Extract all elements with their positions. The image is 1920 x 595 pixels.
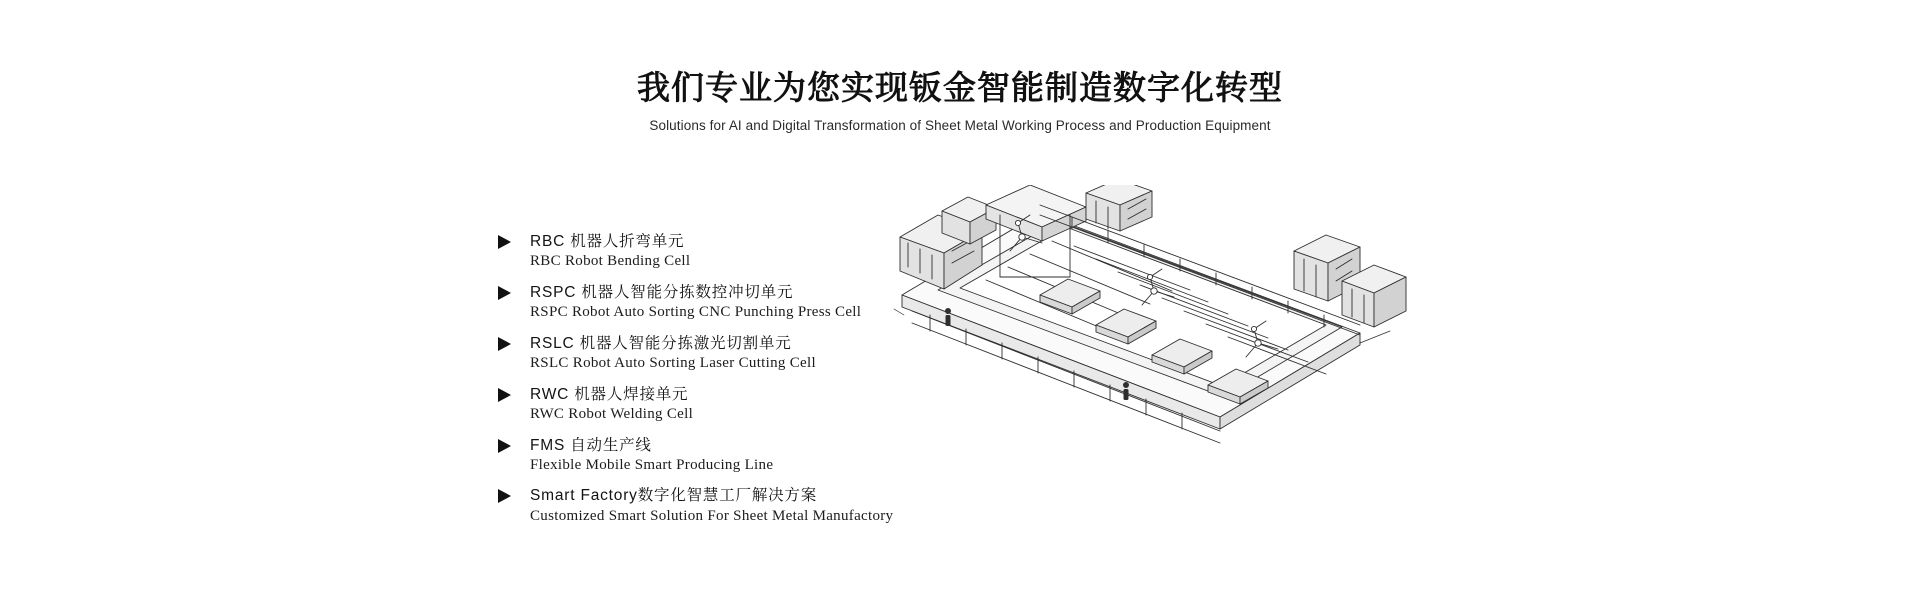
triangle-bullet-icon <box>498 286 511 300</box>
feature-label-en: RSLC Robot Auto Sorting Laser Cutting Cell <box>530 355 816 372</box>
feature-label-cn: FMS 自动生产线 <box>530 436 652 454</box>
triangle-bullet-icon <box>498 388 511 402</box>
page-title: 我们专业为您实现钣金智能制造数字化转型 <box>637 69 1283 106</box>
feature-label-cn: Smart Factory数字化智慧工厂解决方案 <box>530 487 818 505</box>
feature-label-en: RWC Robot Welding Cell <box>530 406 694 422</box>
feature-label-cn: RWC 机器人焊接单元 <box>530 385 689 403</box>
list-item <box>498 283 928 323</box>
feature-label-en: Customized Smart Solution For Sheet Metal Manufactory <box>530 507 894 524</box>
feature-label-en: RSPC Robot Auto Sorting CNC Punching Press Cell <box>530 304 862 321</box>
factory-line-illustration <box>890 185 1450 455</box>
triangle-bullet-icon <box>498 337 511 351</box>
list-item <box>498 385 928 425</box>
triangle-bullet-icon <box>498 235 511 249</box>
feature-label-en: RBC Robot Bending Cell <box>530 253 691 270</box>
list-item <box>498 334 928 374</box>
triangle-bullet-icon <box>498 439 511 453</box>
header <box>0 68 1920 133</box>
feature-label-en: Flexible Mobile Smart Producing Line <box>530 456 774 473</box>
feature-label-cn: RBC 机器人折弯单元 <box>530 233 685 250</box>
page-subtitle: Solutions for AI and Digital Transformation of Sheet Metal Working Process and Production Equipment <box>649 117 1271 133</box>
list-item <box>498 436 928 476</box>
list-item <box>498 486 928 526</box>
feature-label-cn: RSPC 机器人智能分拣数控冲切单元 <box>530 283 794 301</box>
feature-label-cn: RSLC 机器人智能分拣激光切割单元 <box>530 334 792 352</box>
triangle-bullet-icon <box>498 489 511 503</box>
list-item <box>498 232 928 272</box>
feature-list <box>498 232 928 537</box>
